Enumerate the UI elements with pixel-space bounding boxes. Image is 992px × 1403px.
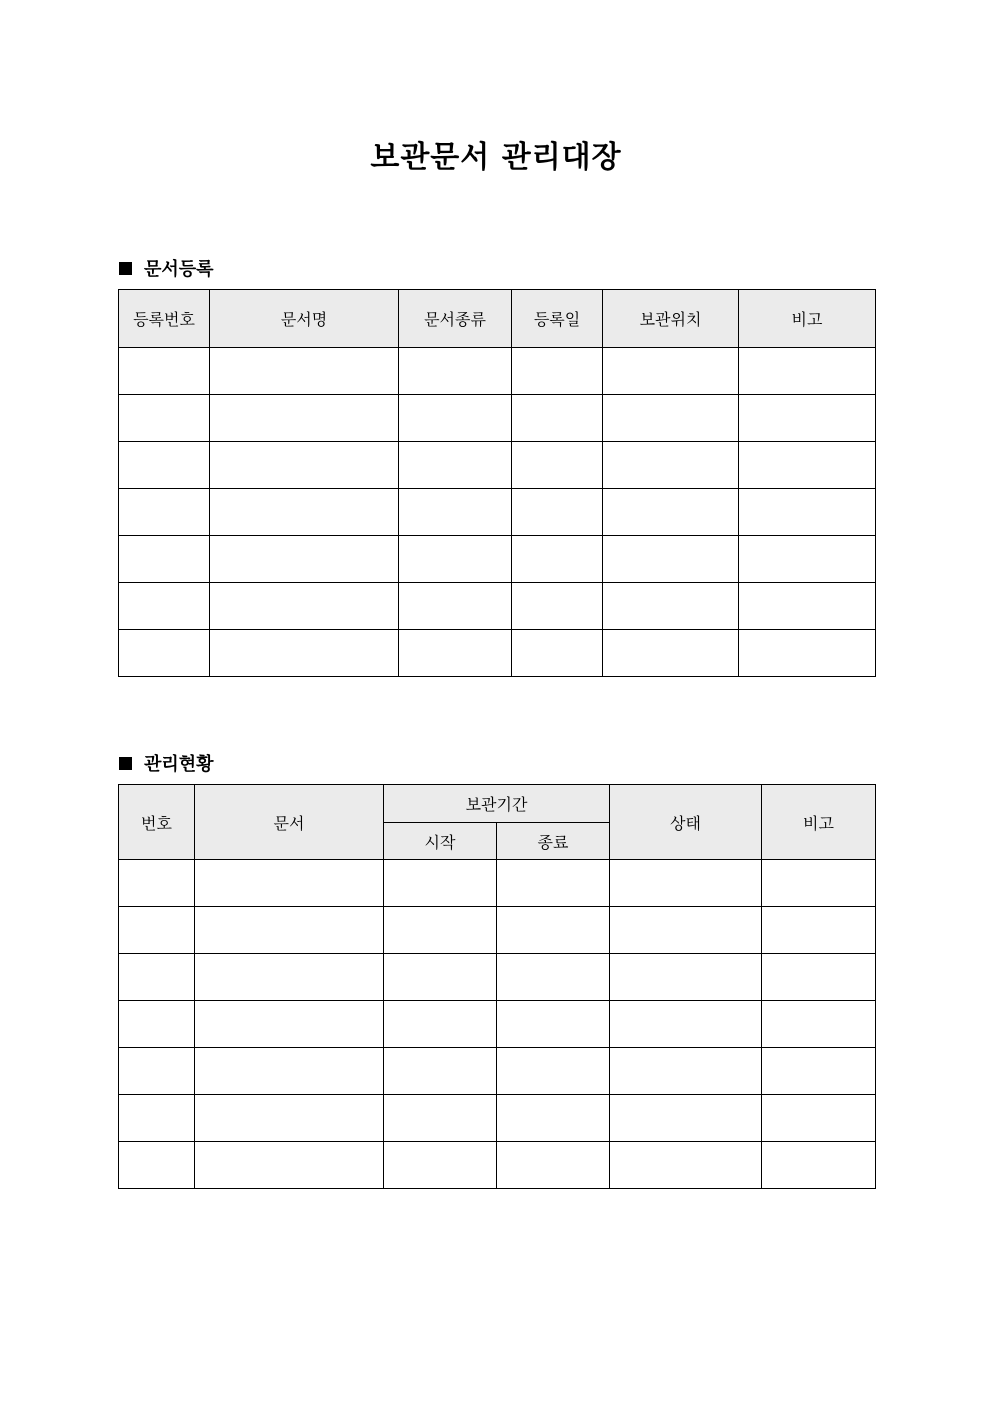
- header-status: 상태: [610, 785, 762, 860]
- table-cell[interactable]: [610, 1142, 762, 1189]
- header-document-name: 문서명: [210, 290, 399, 348]
- table-cell[interactable]: [512, 348, 603, 395]
- table-cell[interactable]: [603, 536, 739, 583]
- table-cell[interactable]: [384, 860, 497, 907]
- table-cell[interactable]: [603, 395, 739, 442]
- table-cell[interactable]: [119, 630, 210, 677]
- table-cell[interactable]: [497, 1095, 610, 1142]
- header-period-start: 시작: [384, 823, 497, 860]
- table-cell[interactable]: [497, 1142, 610, 1189]
- table-cell[interactable]: [195, 907, 384, 954]
- table-cell[interactable]: [512, 395, 603, 442]
- table-row: [119, 583, 876, 630]
- table-cell[interactable]: [762, 1142, 876, 1189]
- table-cell[interactable]: [210, 583, 399, 630]
- table-cell[interactable]: [210, 395, 399, 442]
- table-row: [119, 395, 876, 442]
- table-cell[interactable]: [497, 860, 610, 907]
- table-cell[interactable]: [210, 630, 399, 677]
- table-cell[interactable]: [762, 1001, 876, 1048]
- table-cell[interactable]: [119, 1142, 195, 1189]
- table-cell[interactable]: [762, 860, 876, 907]
- table-row: [119, 907, 876, 954]
- table-cell[interactable]: [399, 442, 512, 489]
- table-cell[interactable]: [739, 536, 876, 583]
- header-storage-location: 보관위치: [603, 290, 739, 348]
- section-heading-label: 문서등록: [144, 259, 214, 280]
- table-cell[interactable]: [739, 442, 876, 489]
- table-row: [119, 1142, 876, 1189]
- table-cell[interactable]: [119, 954, 195, 1001]
- header-retention-period: 보관기간: [384, 785, 610, 823]
- table-cell[interactable]: [739, 489, 876, 536]
- table-cell[interactable]: [119, 442, 210, 489]
- table-cell[interactable]: [195, 1142, 384, 1189]
- management-table: [118, 784, 876, 1189]
- table-cell[interactable]: [119, 536, 210, 583]
- table-cell[interactable]: [762, 1095, 876, 1142]
- table-header-row: [119, 785, 876, 823]
- table-cell[interactable]: [210, 536, 399, 583]
- table-cell[interactable]: [195, 1001, 384, 1048]
- table-cell[interactable]: [497, 1048, 610, 1095]
- table-cell[interactable]: [512, 536, 603, 583]
- table-row: [119, 630, 876, 677]
- table-cell[interactable]: [512, 630, 603, 677]
- table-cell[interactable]: [119, 1095, 195, 1142]
- table-cell[interactable]: [512, 442, 603, 489]
- table-cell[interactable]: [497, 954, 610, 1001]
- table-cell[interactable]: [119, 489, 210, 536]
- header-number: 번호: [119, 785, 195, 860]
- table-cell[interactable]: [399, 583, 512, 630]
- table-cell[interactable]: [610, 860, 762, 907]
- table-cell[interactable]: [497, 907, 610, 954]
- header-remarks: 비고: [762, 785, 876, 860]
- table-cell[interactable]: [195, 1048, 384, 1095]
- table-cell[interactable]: [384, 1048, 497, 1095]
- table-cell[interactable]: [399, 395, 512, 442]
- table-cell[interactable]: [603, 348, 739, 395]
- table-cell[interactable]: [384, 1095, 497, 1142]
- square-bullet-icon: [119, 757, 132, 770]
- table-cell[interactable]: [610, 907, 762, 954]
- table-cell[interactable]: [512, 489, 603, 536]
- table-row: [119, 954, 876, 1001]
- table-cell[interactable]: [610, 1001, 762, 1048]
- table-cell[interactable]: [762, 954, 876, 1001]
- table-cell[interactable]: [119, 1048, 195, 1095]
- table-cell[interactable]: [762, 1048, 876, 1095]
- table-cell[interactable]: [399, 630, 512, 677]
- table-cell[interactable]: [739, 395, 876, 442]
- table-cell[interactable]: [195, 1095, 384, 1142]
- table-cell[interactable]: [610, 1048, 762, 1095]
- table-cell[interactable]: [739, 630, 876, 677]
- header-period-end: 종료: [497, 823, 610, 860]
- registration-table: [118, 289, 876, 677]
- table-cell[interactable]: [210, 348, 399, 395]
- table-row: [119, 442, 876, 489]
- table-row: [119, 860, 876, 907]
- table-cell[interactable]: [603, 442, 739, 489]
- table-cell[interactable]: [195, 860, 384, 907]
- table-cell[interactable]: [512, 583, 603, 630]
- table-row: [119, 1048, 876, 1095]
- section-heading-management: [119, 750, 214, 776]
- page-title: 보관문서 관리대장: [370, 140, 622, 175]
- section-heading-registration: [119, 255, 214, 281]
- table-cell[interactable]: [384, 907, 497, 954]
- table-cell[interactable]: [384, 954, 497, 1001]
- table-cell[interactable]: [610, 1095, 762, 1142]
- table-cell[interactable]: [384, 1142, 497, 1189]
- table-cell[interactable]: [119, 395, 210, 442]
- table-cell[interactable]: [762, 907, 876, 954]
- header-registration-number: 등록번호: [119, 290, 210, 348]
- table-cell[interactable]: [739, 583, 876, 630]
- table-cell[interactable]: [603, 630, 739, 677]
- table-cell[interactable]: [195, 954, 384, 1001]
- table-row: [119, 489, 876, 536]
- table-cell[interactable]: [384, 1001, 497, 1048]
- table-cell[interactable]: [497, 1001, 610, 1048]
- table-cell[interactable]: [119, 1001, 195, 1048]
- table-row: [119, 536, 876, 583]
- table-cell[interactable]: [399, 536, 512, 583]
- square-bullet-icon: [119, 262, 132, 275]
- table-cell[interactable]: [399, 489, 512, 536]
- table-cell[interactable]: [210, 442, 399, 489]
- table-cell[interactable]: [210, 489, 399, 536]
- table-row: [119, 348, 876, 395]
- table-cell[interactable]: [119, 583, 210, 630]
- table-cell[interactable]: [119, 348, 210, 395]
- section-heading-label: 관리현황: [144, 754, 214, 775]
- table-cell[interactable]: [399, 348, 512, 395]
- header-document-type: 문서종류: [399, 290, 512, 348]
- table-cell[interactable]: [119, 860, 195, 907]
- table-row: [119, 1095, 876, 1142]
- table-cell[interactable]: [119, 907, 195, 954]
- table-cell[interactable]: [610, 954, 762, 1001]
- header-registration-date: 등록일: [512, 290, 603, 348]
- table-row: [119, 1001, 876, 1048]
- header-document: 문서: [195, 785, 384, 860]
- table-cell[interactable]: [603, 583, 739, 630]
- table-header-row: [119, 290, 876, 348]
- header-remarks: 비고: [739, 290, 876, 348]
- table-cell[interactable]: [739, 348, 876, 395]
- table-cell[interactable]: [603, 489, 739, 536]
